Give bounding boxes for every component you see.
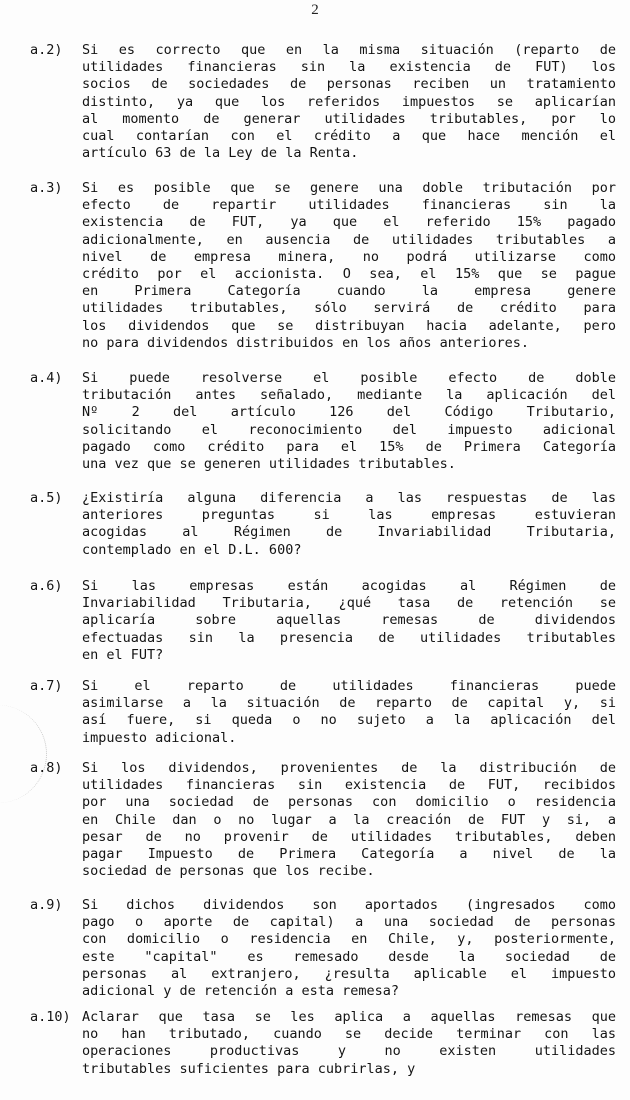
text-line: Si puede resolverse el posible efecto de doble (82, 370, 616, 386)
text-line: tributación antes señalado, mediante la aplicación del (82, 387, 616, 404)
text-line: los dividendos que se distribuyan hacia adelante, pero (82, 317, 616, 334)
text-line: no para dividendos distribuidos en los años anteriores. (82, 334, 530, 351)
text-line: existencia de FUT, ya que el referido 15% pagado (82, 214, 616, 231)
text-line: así fuere, si queda o no sujeto a la aplicación del (82, 712, 616, 729)
text-line: Si es correcto que en la misma situación (reparto de (82, 42, 616, 58)
item-text (82, 370, 616, 473)
text-line: Aclarar que tasa se les aplica a aquellas remesas que (82, 1009, 616, 1025)
item-label: a.4) (30, 370, 63, 386)
text-line: con domicilio o residencia en Chile, y, posteriormente, (82, 931, 616, 948)
page-number: 2 (311, 2, 319, 18)
item-text (82, 897, 616, 1000)
text-line: Invariabilidad Tributaria, ¿qué tasa de retención se (82, 595, 616, 612)
text-line: solicitando el reconocimiento del impuesto adicional (82, 421, 616, 438)
text-line: distinto, ya que los referidos impuestos se aplicarían (82, 93, 616, 110)
faded-stamp (0, 705, 47, 803)
text-line: pesar de no provenir de utilidades tributables, deben (82, 828, 616, 845)
text-line: Si el reparto de utilidades financieras puede (82, 678, 616, 694)
text-line: adicional y de retención a esta remesa? (82, 983, 399, 1000)
text-line: pago o aporte de capital) a una sociedad de personas (82, 914, 616, 931)
text-line: contemplado en el D.L. 600? (82, 541, 302, 558)
item-text (82, 678, 616, 747)
item-label: a.9) (30, 897, 63, 913)
text-line: socios de sociedades de personas reciben un tratamiento (82, 76, 616, 93)
text-line: sociedad de personas que los recibe. (82, 863, 375, 880)
item-label: a.3) (30, 180, 63, 196)
item-text (82, 760, 616, 880)
text-line: artículo 63 de la Ley de la Renta. (82, 145, 359, 162)
text-line: Si las empresas están acogidas al Régimen de (82, 578, 616, 594)
item-text (82, 490, 616, 559)
text-line: utilidades tributables, sólo servirá de crédito para (82, 300, 616, 317)
text-line: impuesto adicional. (82, 729, 237, 746)
text-line: ¿Existiría alguna diferencia a las respuestas de las (82, 490, 616, 506)
text-line: crédito por el accionista. O sea, el 15% que se pague (82, 266, 616, 283)
item-label: a.2) (30, 42, 63, 58)
text-line: cual contarían con el crédito a que hace mención el (82, 128, 616, 145)
text-line: Nº 2 del artículo 126 del Código Tributario, (82, 404, 616, 421)
text-line: personas al extranjero, ¿resulta aplicable el impuesto (82, 965, 616, 982)
text-line: tributables suficientes para cubrirlas, y (82, 1060, 416, 1077)
text-line: Si dichos dividendos son aportados (ingresados como (82, 897, 616, 913)
text-line: en Chile dan o no lugar a la creación de FUT y si, a (82, 811, 616, 828)
item-text (82, 1009, 616, 1078)
text-line: efectuadas sin la presencia de utilidades tributables (82, 629, 616, 646)
item-text (82, 180, 616, 352)
text-line: acogidas al Régimen de Invariabilidad Tributaria, (82, 524, 616, 541)
text-line: en el FUT? (82, 646, 164, 663)
text-line: aplicaría sobre aquellas remesas de dividendos (82, 612, 616, 629)
text-line: no han tributado, cuando se decide terminar con las (82, 1026, 616, 1043)
text-line: al momento de generar utilidades tributables, por lo (82, 110, 616, 127)
item-text (82, 42, 616, 162)
text-line: utilidades financieras sin existencia de FUT, recibidos (82, 777, 616, 794)
text-line: utilidades financieras sin la existencia de FUT) los (82, 59, 616, 76)
text-line: Si los dividendos, provenientes de la distribución de (82, 760, 616, 776)
item-label: a.5) (30, 490, 63, 506)
text-line: una vez que se generen utilidades tributables. (82, 456, 456, 473)
text-line: en Primera Categoría cuando la empresa genere (82, 283, 616, 300)
text-line: anteriores preguntas si las empresas estuvieran (82, 507, 616, 524)
item-label: a.7) (30, 678, 63, 694)
text-line: asimilarse a la situación de reparto de capital y, si (82, 695, 616, 712)
item-label: a.10) (30, 1009, 71, 1025)
text-line: operaciones productivas y no existen utilidades (82, 1043, 616, 1060)
text-line: por una sociedad de personas con domicilio o residencia (82, 794, 616, 811)
item-text (82, 578, 616, 664)
text-line: pagado como crédito para el 15% de Primera Categoría (82, 438, 616, 455)
text-line: este "capital" es remesado desde la sociedad de (82, 948, 616, 965)
text-line: nivel de empresa minera, no podrá utilizarse como (82, 248, 616, 265)
text-line: pagar Impuesto de Primera Categoría a nivel de la (82, 846, 616, 863)
item-label: a.6) (30, 578, 63, 594)
text-line: efecto de repartir utilidades financieras sin la (82, 197, 616, 214)
text-line: adicionalmente, en ausencia de utilidades tributables a (82, 231, 616, 248)
text-line: Si es posible que se genere una doble tributación por (82, 180, 616, 196)
item-label: a.8) (30, 760, 63, 776)
